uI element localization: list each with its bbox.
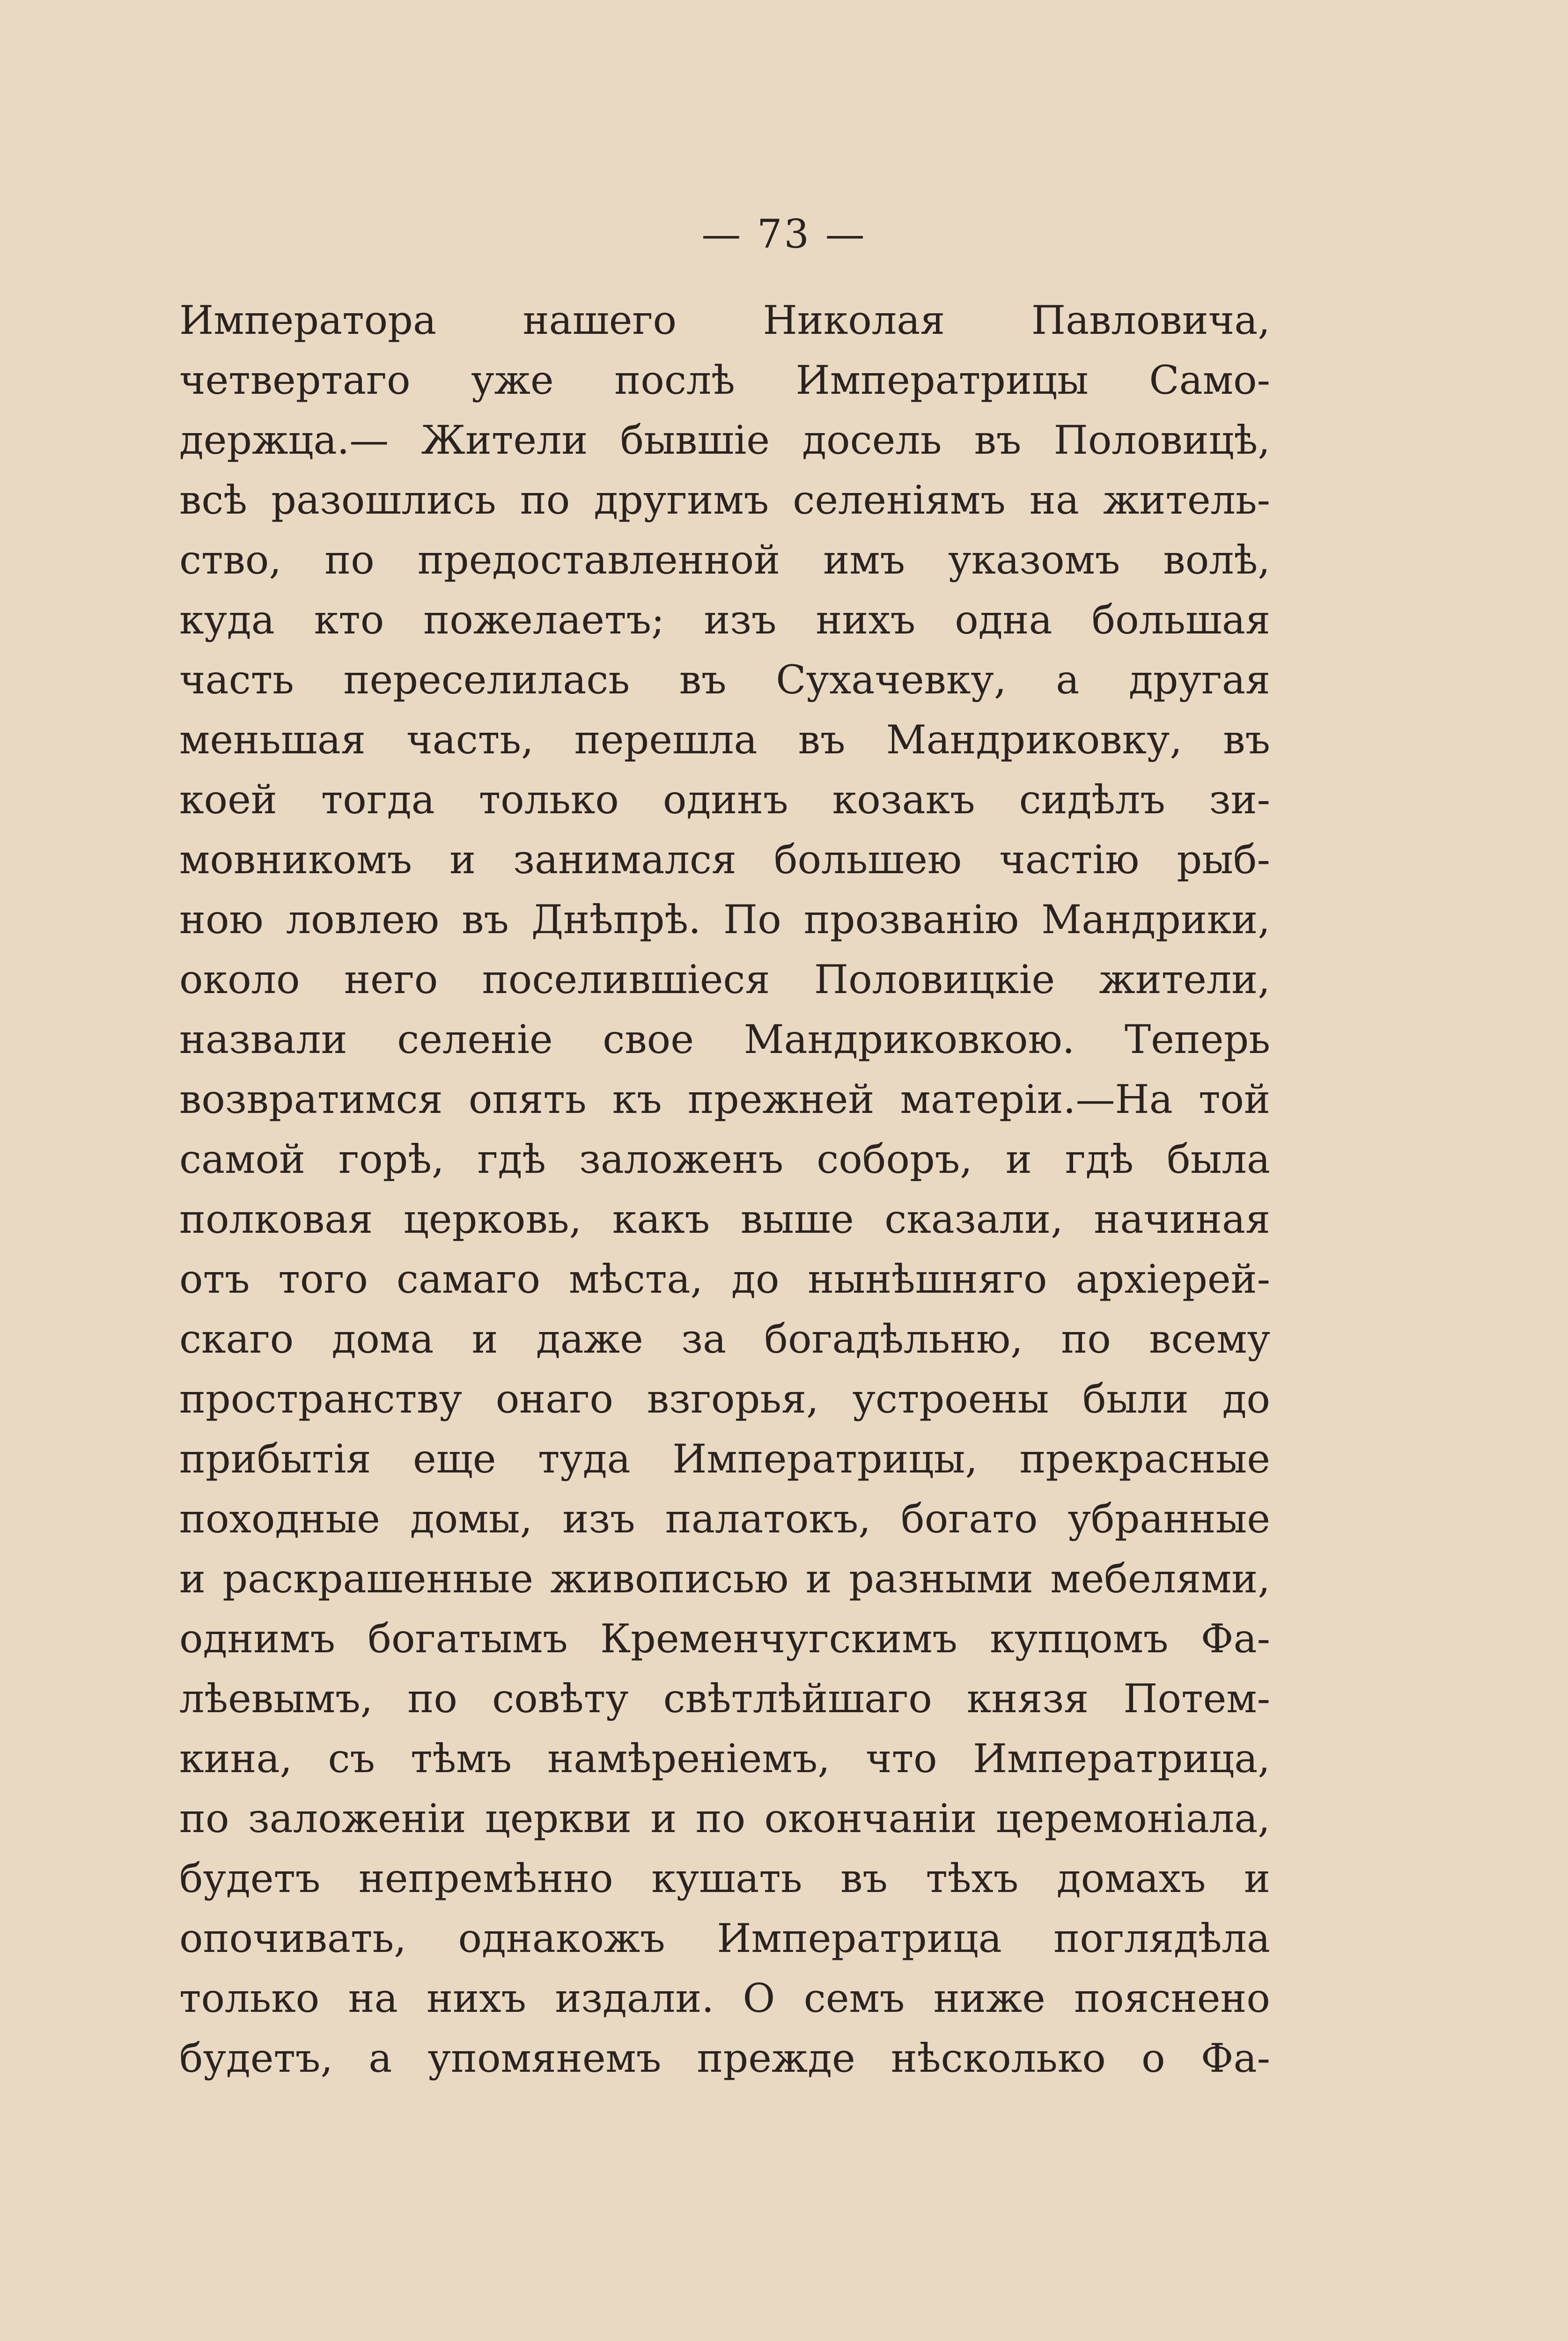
text-line: полковая церковь, какъ выше сказали, начиная bbox=[179, 1196, 1270, 1242]
text-line: отъ того самаго мѣста, до нынѣшняго архіерей- bbox=[179, 1256, 1270, 1302]
text-line: будетъ непремѣнно кушать въ тѣхъ домахъ и bbox=[179, 1855, 1270, 1901]
text-line: однимъ богатымъ Кременчугскимъ купцомъ Фа- bbox=[179, 1616, 1270, 1662]
page-number: — 73 — bbox=[701, 211, 867, 257]
text-line: ною ловлею въ Днѣпрѣ. По прозванію Мандрики, bbox=[179, 897, 1270, 942]
text-line: только на нихъ издали. О семъ ниже пояснено bbox=[179, 1975, 1270, 2021]
text-line: возвратимся опять къ прежней матеріи.—На той bbox=[179, 1076, 1270, 1122]
text-line: часть переселилась въ Сухачевку, а другая bbox=[179, 657, 1270, 703]
text-line: держца.— Жители бывшіе досель въ Половицѣ, bbox=[179, 417, 1270, 463]
text-line: и раскрашенные живописью и разными мебелями, bbox=[179, 1556, 1270, 1602]
text-line: около него поселившіеся Половицкіе жители, bbox=[179, 957, 1270, 1002]
text-line: Императора нашего Николая Павловича, bbox=[179, 297, 1270, 343]
text-line: по заложеніи церкви и по окончаніи церемоніала, bbox=[179, 1796, 1270, 1841]
text-line: самой горѣ, гдѣ заложенъ соборъ, и гдѣ была bbox=[179, 1136, 1270, 1182]
text-line: ство, по предоставленной имъ указомъ волѣ, bbox=[179, 537, 1270, 583]
body-text bbox=[179, 290, 1270, 2088]
text-line: лѣевымъ, по совѣту свѣтлѣйшаго князя Потем- bbox=[179, 1676, 1270, 1722]
text-line: кина, съ тѣмъ намѣреніемъ, что Императрица, bbox=[179, 1736, 1270, 1782]
text-line: опочивать, однакожъ Императрица поглядѣла bbox=[179, 1915, 1270, 1961]
text-line: пространству онаго взгорья, устроены были до bbox=[179, 1376, 1270, 1422]
text-line: меньшая часть, перешла въ Мандриковку, въ bbox=[179, 717, 1270, 763]
text-line: мовникомъ и занимался большею частію рыб- bbox=[179, 837, 1270, 883]
text-line: коей тогда только одинъ козакъ сидѣлъ зи- bbox=[179, 777, 1270, 823]
text-line: четвертаго уже послѣ Императрицы Само- bbox=[179, 357, 1270, 403]
text-line: всѣ разошлись по другимъ селеніямъ на житель- bbox=[179, 477, 1270, 523]
text-line: скаго дома и даже за богадѣльню, по всему bbox=[179, 1316, 1270, 1362]
text-line: прибытія еще туда Императрицы, прекрасные bbox=[179, 1436, 1270, 1482]
text-line: будетъ, а упомянемъ прежде нѣсколько о Фа- bbox=[179, 2035, 1270, 2081]
text-line: куда кто пожелаетъ; изъ нихъ одна большая bbox=[179, 597, 1270, 643]
text-line: назвали селеніе свое Мандриковкою. Теперь bbox=[179, 1016, 1270, 1062]
text-line: походные домы, изъ палатокъ, богато убранные bbox=[179, 1496, 1270, 1542]
